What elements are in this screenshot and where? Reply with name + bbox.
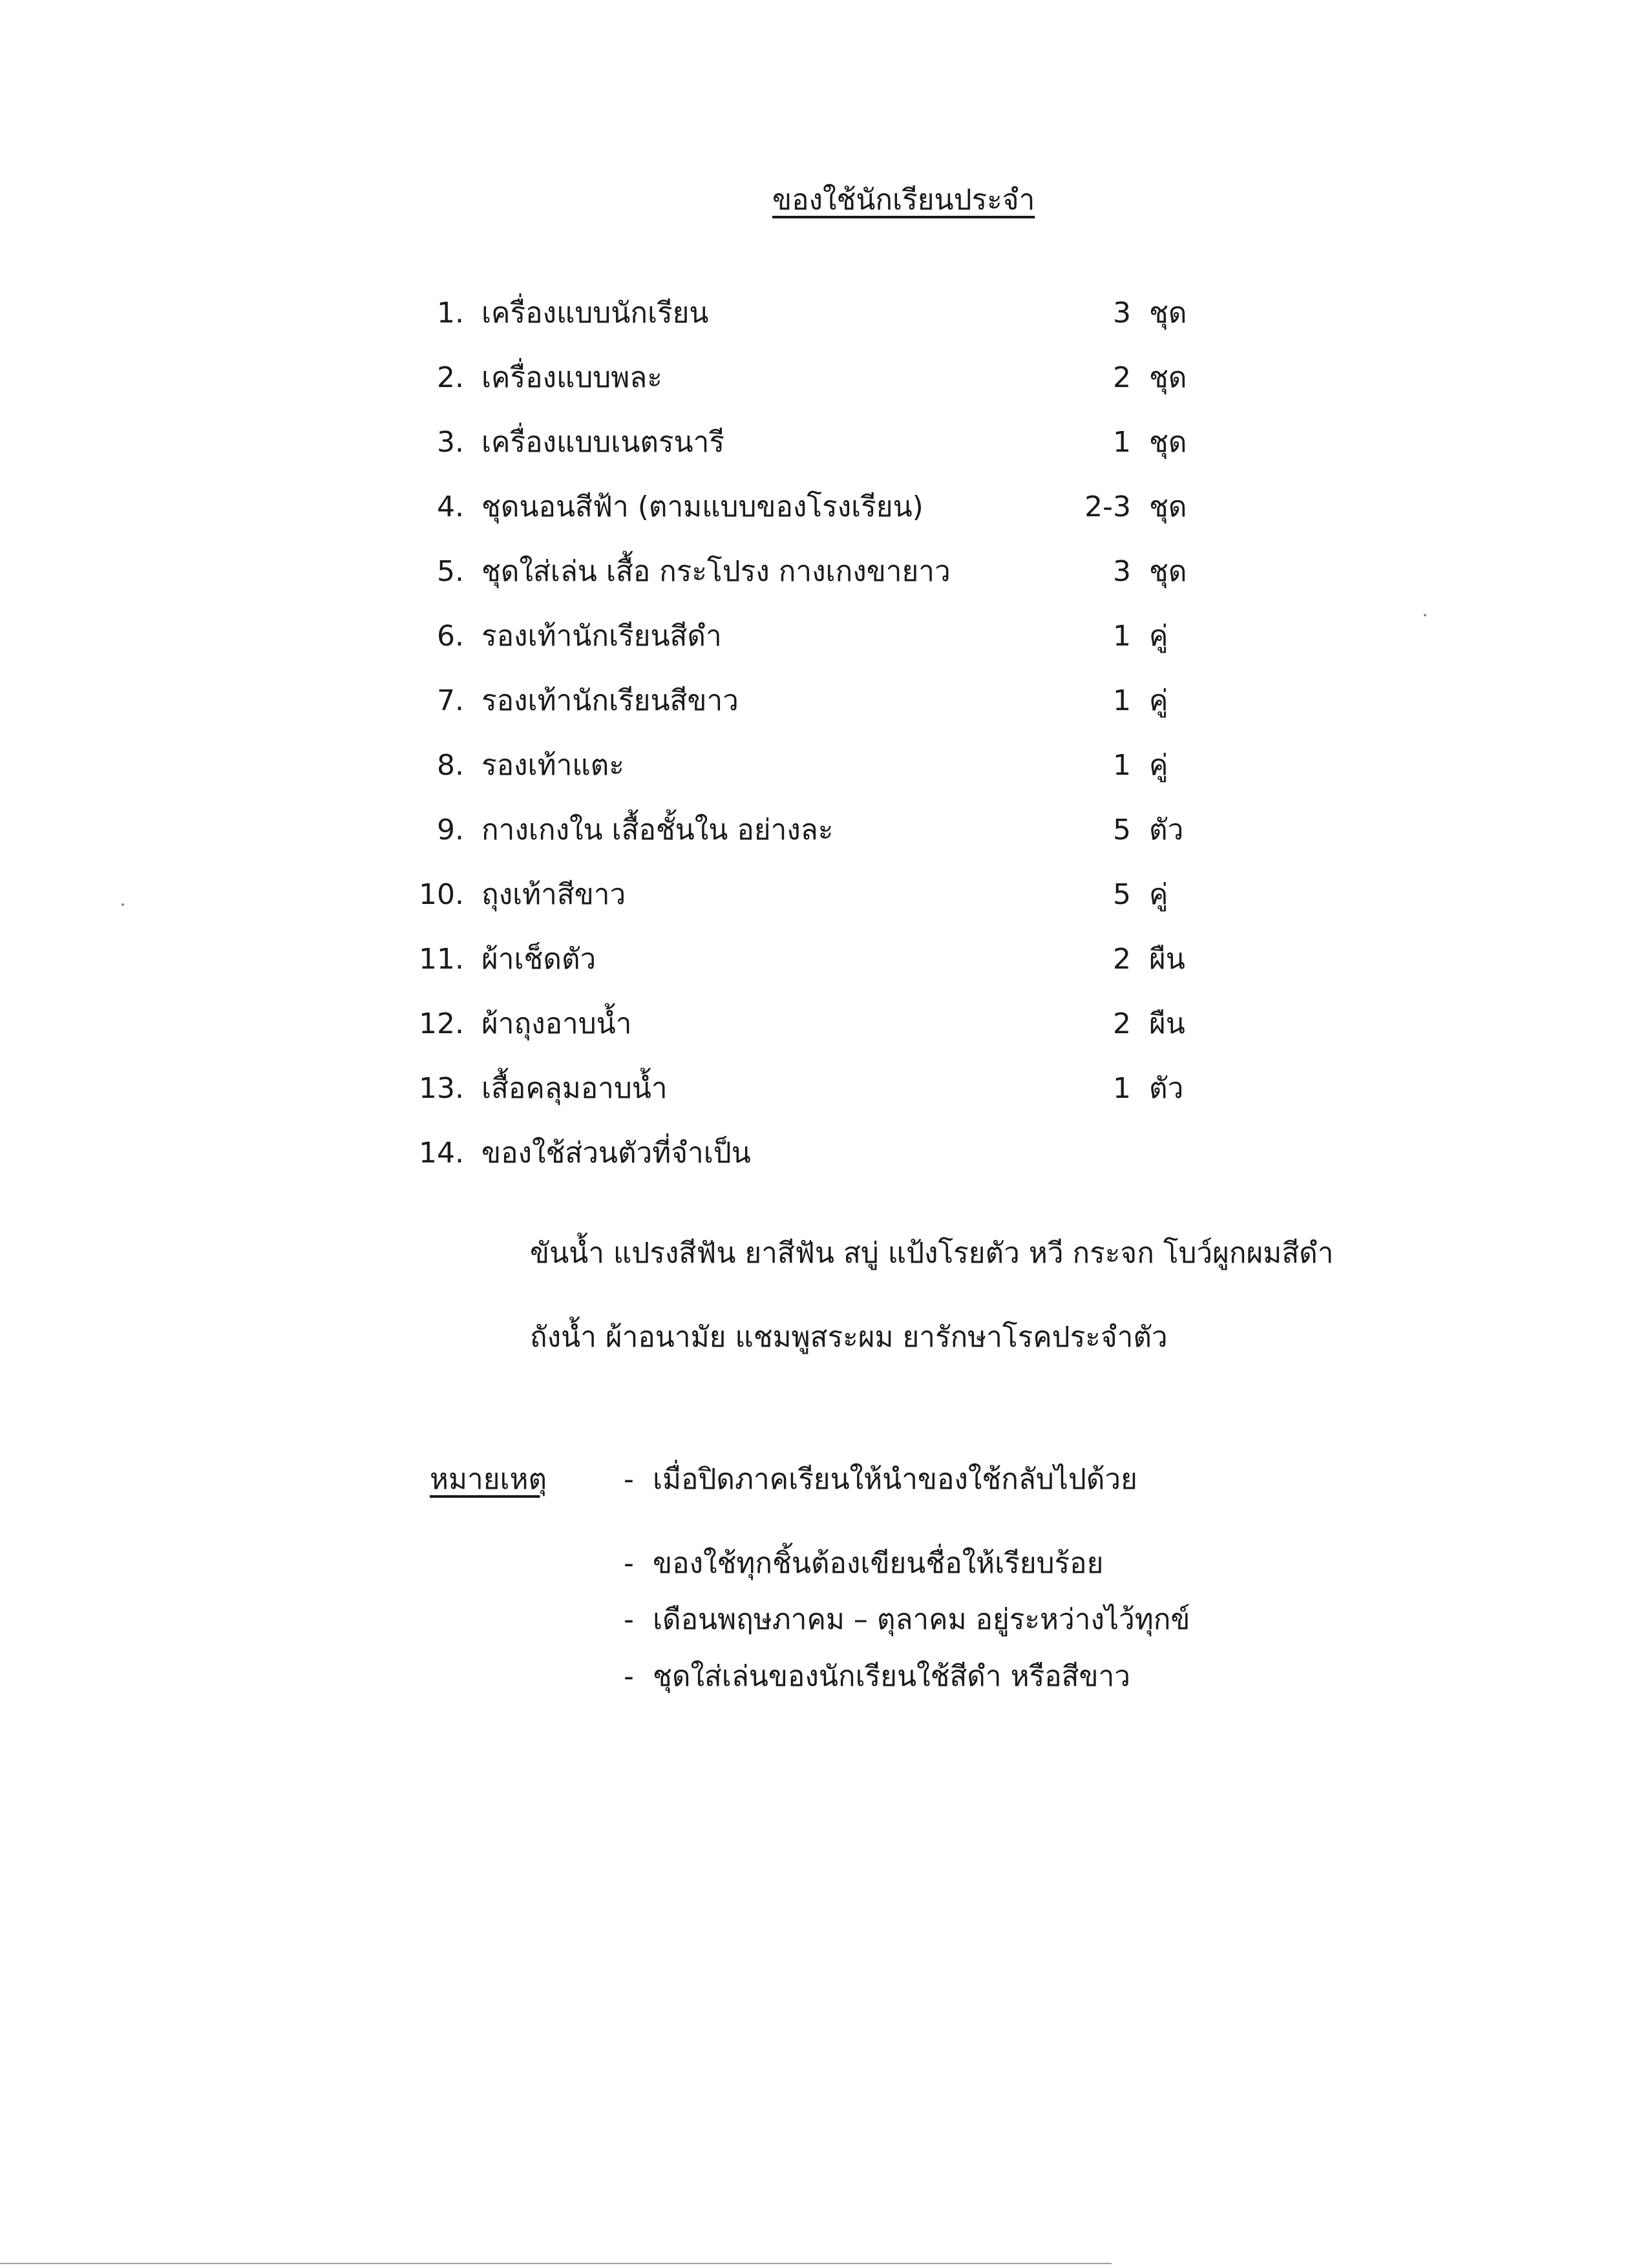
note-text: เมื่อปิดภาคเรียนให้นำของใช้กลับไปด้วย [653,1463,1137,1496]
list-item [0,420,1648,465]
list-item [0,872,1648,918]
item-number: 14. [419,1137,464,1170]
bullet-dash: - [624,1463,634,1496]
item-unit: ชุด [1149,426,1187,459]
item-unit: คู่ [1149,878,1168,911]
item-quantity: 2 [1113,943,1131,976]
item-quantity: 1 [1113,684,1131,717]
list-item [0,549,1648,594]
item-quantity: 1 [1113,426,1131,459]
item-name: รองเท้านักเรียนสีดำ [481,620,722,653]
item-name: ของใช้ส่วนตัวที่จำเป็น [481,1137,751,1170]
item-unit: ชุด [1149,555,1187,588]
page-title: ของใช้นักเรียนประจำ [772,184,1035,216]
list-item [0,355,1648,401]
item-name: ผ้าเช็ดตัว [481,943,597,976]
note-text: ชุดใส่เล่นของนักเรียนใช้สีดำ หรือสีขาว [653,1660,1130,1693]
item-number: 7. [437,684,464,717]
item-name: เครื่องแบบพละ [481,361,662,394]
item-quantity: 5 [1113,814,1131,846]
item-quantity: 2 [1113,1007,1131,1040]
item-number: 8. [437,749,464,782]
list-item [0,1131,1648,1176]
item-unit: คู่ [1149,684,1168,717]
item-quantity: 5 [1113,878,1131,911]
item-quantity: 2-3 [1084,490,1131,523]
note-line [624,1654,1130,1699]
item-quantity: 1 [1113,1072,1131,1105]
note-text: ของใช้ทุกชิ้นต้องเขียนชื่อให้เรียบร้อย [653,1547,1104,1580]
item-name: ถุงเท้าสีขาว [481,878,626,911]
item-number: 13. [419,1072,464,1105]
item-quantity: 3 [1113,555,1131,588]
item-quantity: 2 [1113,361,1131,394]
item-number: 6. [437,620,464,653]
personal-items-line: ถังน้ำ ผ้าอนามัย แชมพูสระผม ยารักษาโรคประจำตัว [530,1321,1168,1354]
bullet-dash: - [624,1547,634,1580]
item-unit: ผืน [1149,943,1185,976]
item-unit: ตัว [1149,814,1184,846]
list-item [0,743,1648,788]
item-unit: ตัว [1149,1072,1184,1105]
list-item [0,937,1648,982]
notes-label: หมายเหตุ [430,1463,547,1496]
item-name: เสื้อคลุมอาบน้ำ [481,1072,668,1105]
item-unit: ชุด [1149,361,1187,394]
item-name: ชุดนอนสีฟ้า (ตามแบบของโรงเรียน) [481,490,924,523]
item-name: ผ้าถุงอาบน้ำ [481,1007,632,1040]
item-unit: คู่ [1149,749,1168,782]
item-number: 10. [419,878,464,911]
item-unit: ชุด [1149,297,1187,330]
item-number: 9. [437,814,464,846]
item-quantity: 1 [1113,620,1131,653]
scan-speck [121,903,124,906]
note-text: เดือนพฤษภาคม – ตุลาคม อยู่ระหว่างไว้ทุกข์ [653,1603,1190,1636]
item-name: กางเกงใน เสื้อชั้นใน อย่างละ [481,814,834,846]
item-number: 5. [437,555,464,588]
note-line [624,1597,1190,1643]
bullet-dash: - [624,1660,634,1693]
bullet-dash: - [624,1603,634,1636]
item-number: 1. [437,297,464,330]
list-item [0,1002,1648,1047]
scan-speck [1424,614,1426,616]
item-name: เครื่องแบบนักเรียน [481,297,709,330]
scan-edge-line [0,2263,1112,2264]
note-line [624,1541,1103,1586]
item-name: รองเท้านักเรียนสีขาว [481,684,739,717]
item-number: 2. [437,361,464,394]
list-item [0,614,1648,659]
item-name: ชุดใส่เล่น เสื้อ กระโปรง กางเกงขายาว [481,555,951,588]
item-number: 3. [437,426,464,459]
list-item [0,485,1648,530]
list-item [0,678,1648,724]
personal-items-line: ขันน้ำ แปรงสีฟัน ยาสีฟัน สบู่ แป้งโรยตัว หวี กระจก โบว์ผูกผมสีดำ [530,1237,1334,1270]
item-number: 4. [437,490,464,523]
item-name: รองเท้าแตะ [481,749,624,782]
note-line [624,1457,1137,1502]
item-number: 11. [419,943,464,976]
item-quantity: 1 [1113,749,1131,782]
item-quantity: 3 [1113,297,1131,330]
item-name: เครื่องแบบเนตรนารี [481,426,724,459]
item-unit: คู่ [1149,620,1168,653]
item-number: 12. [419,1007,464,1040]
item-unit: ผืน [1149,1007,1185,1040]
item-unit: ชุด [1149,490,1187,523]
list-item [0,1066,1648,1111]
list-item [0,808,1648,853]
list-item [0,291,1648,336]
